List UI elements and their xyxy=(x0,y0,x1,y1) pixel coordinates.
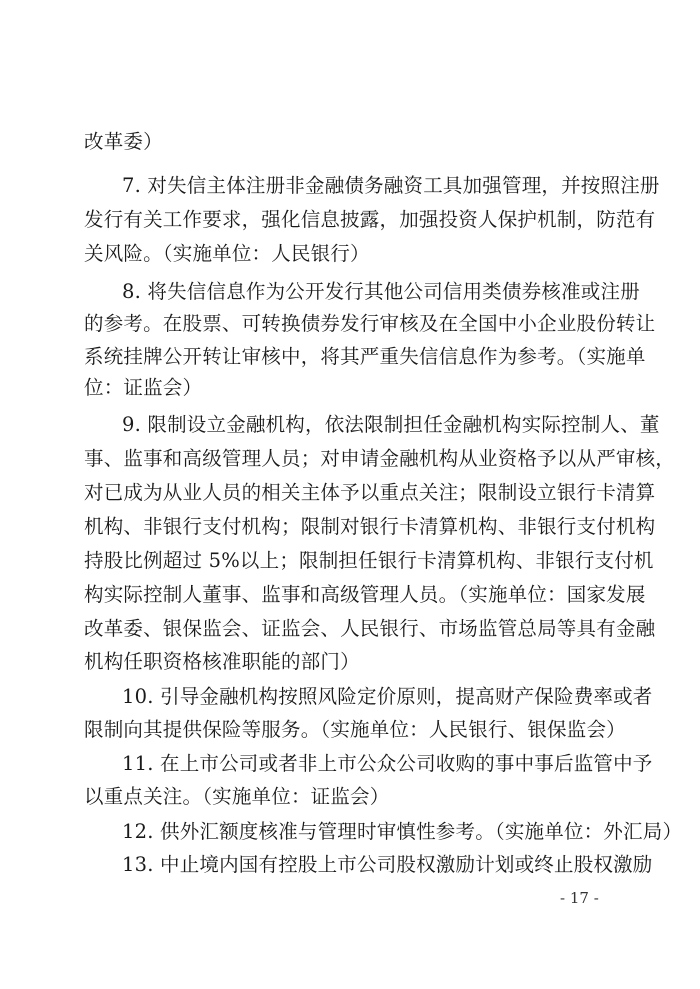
item-7-line-3: 关风险。（实施单位：人民银行） xyxy=(84,242,370,265)
item-9-line-5: 持股比例超过 5%以上；限制担任银行卡清算机构、非银行支付机 xyxy=(84,549,654,572)
item-8-line-4: 位：证监会） xyxy=(84,376,203,399)
page-number: - 17 - xyxy=(560,889,599,907)
item-9-line-8: 机构任职资格核准职能的部门） xyxy=(84,650,360,673)
item-8-line-1: 8. 将失信信息作为公开发行其他公司信用类债券核准或注册 xyxy=(122,280,640,303)
item-10-line-2: 限制向其提供保险等服务。（实施单位：人民银行、银保监会） xyxy=(84,718,626,741)
item-8-line-2: 的参考。在股票、可转换债券发行审核及在全国中小企业股份转让 xyxy=(84,312,656,335)
item-9-line-7: 改革委、银保监会、证监会、人民银行、市场监管总局等具有金融 xyxy=(84,617,656,640)
item-11-line-1: 11. 在上市公司或者非上市公众公司收购的事中事后监管中予 xyxy=(122,752,653,775)
item-12-line-1: 12. 供外汇额度核准与管理时审慎性参考。（实施单位：外汇局） xyxy=(122,820,683,843)
item-8-line-3: 系统挂牌公开转让审核中，将其严重失信信息作为参考。（实施单 xyxy=(84,345,646,368)
item-9-line-2: 事、监事和高级管理人员；对申请金融机构从业资格予以从严审核， xyxy=(84,447,676,470)
item-9-line-3: 对已成为从业人员的相关主体予以重点关注；限制设立银行卡清算 xyxy=(84,481,656,504)
item-7-line-1: 7. 对失信主体注册非金融债务融资工具加强管理，并按照注册 xyxy=(122,174,660,197)
item-9-line-4: 机构、非银行支付机构；限制对银行卡清算机构、非银行支付机构 xyxy=(84,515,656,538)
item-11-line-2: 以重点关注。（实施单位：证监会） xyxy=(84,785,390,808)
item-9-line-1: 9. 限制设立金融机构，依法限制担任金融机构实际控制人、董 xyxy=(122,413,660,436)
item-13-line-1: 13. 中止境内国有控股上市公司股权激励计划或终止股权激励 xyxy=(122,853,653,876)
item-9-line-6: 构实际控制人董事、监事和高级管理人员。（实施单位：国家发展 xyxy=(84,583,646,606)
text-line-continuation: 改革委） xyxy=(84,130,163,153)
item-7-line-2: 发行有关工作要求，强化信息披露，加强投资人保护机制，防范有 xyxy=(84,208,656,231)
item-10-line-1: 10. 引导金融机构按照风险定价原则，提高财产保险费率或者 xyxy=(122,685,653,708)
